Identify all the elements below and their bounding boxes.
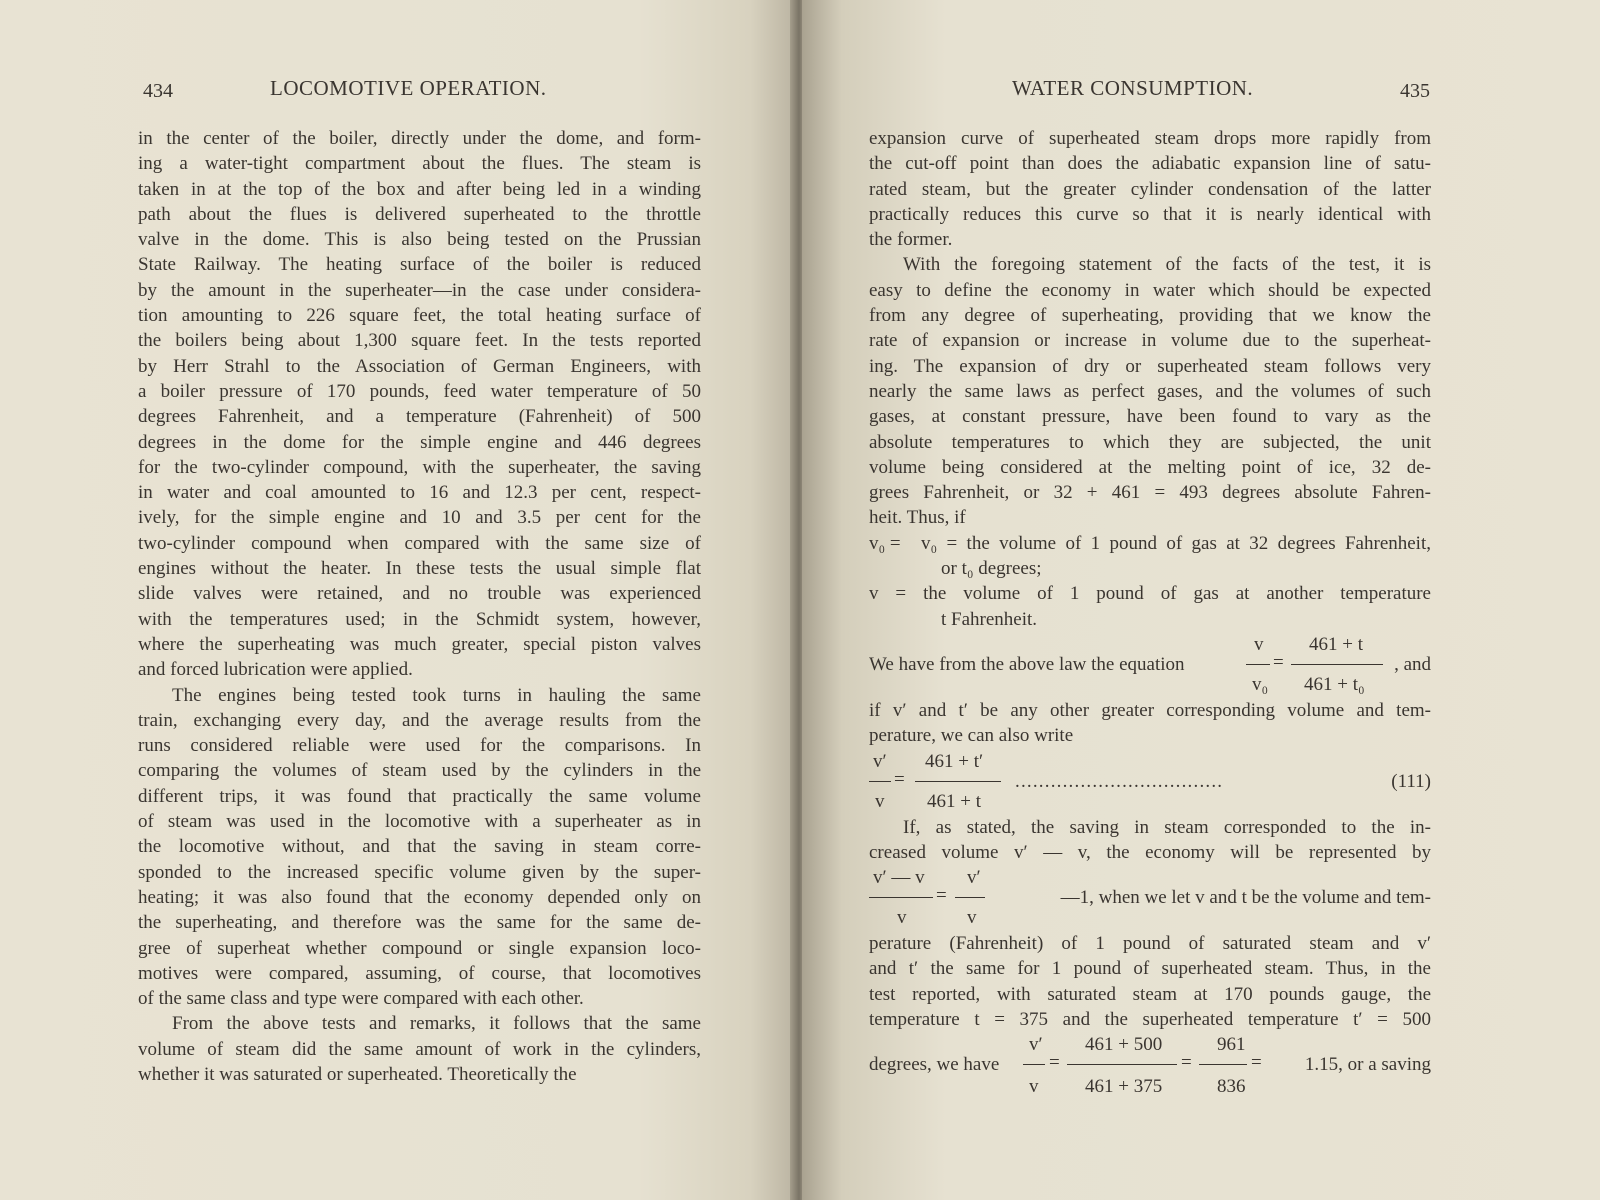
equation-1: v 461 + t We have from the above law the equation = , and v₀ 461 + t₀ [869,633,1431,695]
definition-v: v = the volume of 1 pound of gas at another temperature t Fahrenheit. [869,583,1431,630]
text-line: and t′ the same for 1 pound of superheated steam. Thus, in the [869,958,1431,980]
text-line: different trips, it was found that practically the same volume [138,785,701,807]
text-line: the locomotive without, and that the saving in steam corre- [138,836,701,858]
text-line: test reported, with saturated steam at 170 pounds gauge, the [869,983,1431,1005]
text-line: the superheating, and therefore was the same for the same de- [138,912,701,934]
text-line: perature (Fahrenheit) of 1 pound of saturated steam and v′ [869,933,1431,955]
text-line: degrees Fahrenheit, and a temperature (Fahrenheit) of 500 [138,406,701,428]
text-line: creased volume v′ — v, the economy will be represented by [869,841,1431,863]
text-line: path about the flues is delivered superheated to the throttle [138,203,701,225]
text-line: in water and coal amounted to 16 and 12.3 per cent, respect- [138,482,701,504]
text-line: rated steam, but the greater cylinder condensation of the latter [869,178,1431,200]
text-line: the former. [869,229,953,251]
text-line: absolute temperatures to which they are subjected, the unit [869,431,1431,453]
text-line: State Railway. The heating surface of the boiler is reduced [138,254,701,276]
text-line: gree of superheat whether compound or single expansion loco- [138,937,701,959]
text-line: engines without the heater. In these tests the usual simple flat [138,558,701,580]
text-line: grees Fahrenheit, or 32 + 461 = 493 degrees absolute Fahren- [869,482,1431,504]
text-line: and forced lubrication were applied. [138,659,413,681]
text-line: If, as stated, the saving in steam corresponded to the in- [903,816,1431,838]
text-line: taken in at the top of the box and after being led in a winding [138,178,701,200]
text-line: From the above tests and remarks, it follows that the same [172,1013,701,1035]
running-head: LOCOMOTIVE OPERATION. [270,76,547,100]
text-line: two-cylinder compound when compared with the same size of [138,532,701,554]
body-text [869,126,1431,1098]
text-line: gases, at constant pressure, have been found to vary as the [869,406,1431,428]
running-head: WATER CONSUMPTION. [1012,76,1254,100]
text-line: by the amount in the superheater—in the case under considera- [138,279,701,301]
text-line: by Herr Strahl to the Association of German Engineers, with [138,355,701,377]
text-line: heit. Thus, if [869,507,966,529]
text-line: runs considered reliable were used for the comparisons. In [138,735,701,757]
text-line: rate of expansion or increase in volume due to the superheat- [869,330,1431,352]
text-line: volume being considered at the melting point of ice, 32 de- [869,456,1431,478]
text-line: comparing the volumes of steam used by the cylinders in the [138,760,701,782]
text-line: for the two-cylinder compound, with the superheater, the saving [138,456,701,478]
text-line: temperature t = 375 and the superheated temperature t′ = 500 [869,1009,1431,1031]
text-line: The engines being tested took turns in hauling the same [172,684,701,706]
text-line: nearly the same laws as perfect gases, and the volumes of such [869,380,1431,402]
text-line: volume of steam did the same amount of work in the cylinders, [138,1038,701,1060]
text-line: if v′ and t′ be any other greater corresponding volume and tem- [869,699,1431,721]
text-line: ing. The expansion of dry or superheated steam follows very [869,355,1431,377]
text-line: slide valves were retained, and no trouble was experienced [138,583,701,605]
equation-111: v′ 461 + t′ = ................................... (111) v 461 + t [869,749,1431,815]
text-line: degrees in the dome for the simple engine and 446 degrees [138,431,701,453]
text-line: where the superheating was much greater, special piston valves [138,633,701,655]
text-line: of steam was used in the locomotive with a superheater as in [138,811,701,833]
page-number: 434 [143,80,173,102]
text-line: in the center of the boiler, directly under the dome, and form- [138,128,701,149]
text-line: motives were compared, assuming, of course, that locomotives [138,962,701,984]
text-line: train, exchanging every day, and the average results from the [138,709,701,731]
text-line: a boiler pressure of 170 pounds, feed water temperature of 50 [138,380,701,402]
text-line: ively, for the simple engine and 10 and 3.5 per cent for the [138,507,701,529]
body-text [138,126,701,1087]
text-line: practically reduces this curve so that it is nearly identical with [869,203,1431,225]
text-line: valve in the dome. This is also being tested on the Prussian [138,229,701,251]
text-line: with the temperatures used; in the Schmidt system, however, [138,608,701,630]
left-page [0,0,798,1200]
text-line: of the same class and type were compared with each other. [138,988,584,1010]
text-line: With the foregoing statement of the facts of the test, it is [903,254,1431,276]
text-line: the cut-off point than does the adiabatic expansion line of satu- [869,153,1431,175]
text-line: from any degree of superheating, providing that we know the [869,305,1431,327]
page-number: 435 [1400,80,1430,102]
text-line: sponded to the increased specific volume given by the super- [138,861,701,883]
right-page [802,0,1600,1200]
definition-v0: v₀ = v₀ = the volume of 1 pound of gas at 32 degrees Fahrenheit, or t₀ degrees; [869,532,1431,580]
text-line: tion amounting to 226 square feet, the total heating surface of [138,305,701,327]
equation-result: v′ 461 + 500 961 degrees, we have = = = 1.15, or a saving v 461 + 375 836 [869,1034,1431,1098]
text-line: ing a water-tight compartment about the flues. The steam is [138,153,701,175]
text-line: the boilers being about 1,300 square feet. In the tests reported [138,330,701,352]
text-line: perature, we can also write [869,725,1074,747]
equation-economy: v′ — v v′ = —1, when we let v and t be the volume and tem- v v [869,865,1431,931]
text-line: heating; it was also found that the economy depended only on [138,886,701,908]
text-line: whether it was saturated or superheated. Theoretically the [138,1063,577,1085]
text-line: expansion curve of superheated steam drops more rapidly from [869,128,1431,149]
text-line: easy to define the economy in water which should be expected [869,279,1431,301]
